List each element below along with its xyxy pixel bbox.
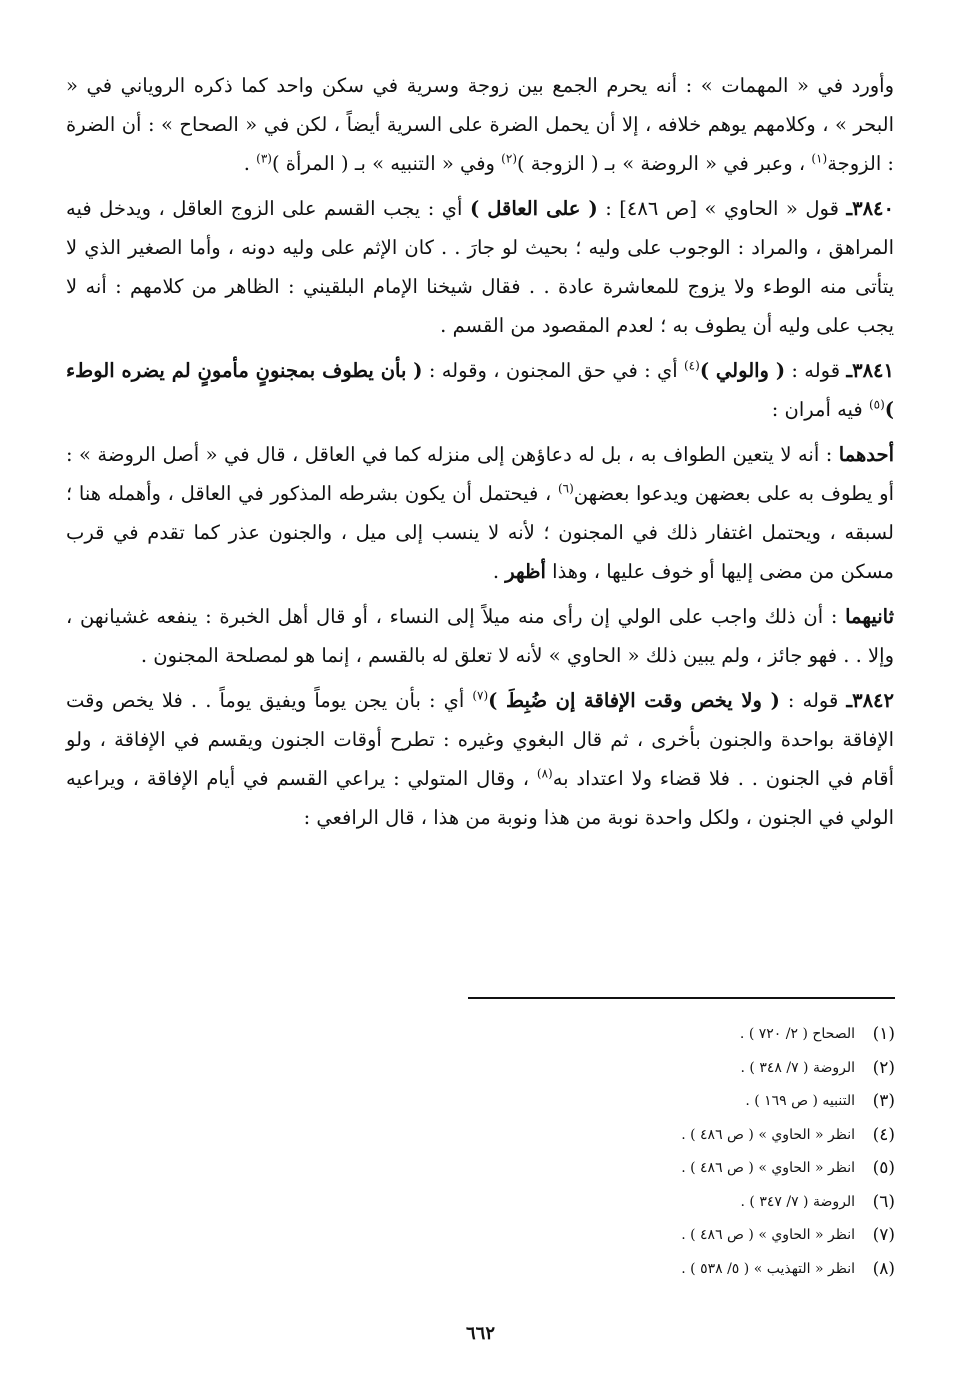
bold-text: ٣٨٤٠ـ bbox=[846, 197, 894, 220]
footnote-divider bbox=[468, 997, 895, 999]
footnote-text: انظر « التهذيب » ( ٥/ ٥٣٨ ) . bbox=[681, 1260, 855, 1277]
bold-text: ( والولي ) bbox=[699, 359, 786, 382]
text-run: : أنه لا يتعين الطواف به ، بل له دعاؤهن إلى منزله كما في العاقل ، قال في « أصل الروضة » : أو يطوف به على بعضهن ويدعوا بعضهن bbox=[66, 443, 894, 505]
text-run: فيه أمران : bbox=[771, 398, 869, 421]
footnote-item bbox=[435, 1219, 895, 1253]
footnote-ref: (٥) bbox=[868, 397, 885, 412]
paragraph bbox=[66, 66, 894, 183]
bold-text: ( ولا يخص وقت الإفاقة إن ضُبِطَ ) bbox=[488, 689, 780, 712]
footnote-ref: (٤) bbox=[683, 358, 700, 373]
text-run: أي : يجب القسم على الزوج العاقل ، ويدخل فيه المراهق ، والمراد : الوجوب على وليه ؛ بحيث لو جارَ . . كان الإثم على وليه دونه ، وأما الصغير الذي لا يتأتى منه الوطء ولا يزوج للمعاشرة عادة . . فقال شيخنا الإمام البلقيني : الظاهر من كلامهم : أنه لا يجب على وليه أن يطوف به ؛ لعدم المقصود من القسم . bbox=[66, 197, 894, 337]
footnote-item bbox=[435, 1152, 895, 1186]
text-run: قوله : bbox=[779, 689, 847, 712]
text-run: ، وعبر في « الروضة » بـ ( الزوجة ) bbox=[517, 152, 812, 175]
footnote-text: انظر « الحاوي » ( ص ٤٨٦ ) . bbox=[681, 1160, 855, 1176]
footnote-text: الصحاح ( ٢/ ٧٢٠ ) . bbox=[739, 1026, 855, 1042]
footnote-item bbox=[435, 1085, 895, 1119]
footnote-text: الروضة ( ٧/ ٣٤٧ ) . bbox=[740, 1193, 855, 1210]
bold-text: ثانيهما bbox=[845, 605, 894, 628]
text-run: ، فيحتمل أن يكون بشرطه المذكور في العاقل ، وأهمله هنا ؛ لسبقه ، ويحتمل اغتفار ذلك في المجنون ؛ لأنه لا ينسب إلى ميل ، والجنون عذر كما تقدم في قرب مسكن من مضى إليها أو خوف عليها ، وهذا bbox=[66, 482, 894, 583]
text-run: . bbox=[243, 152, 257, 175]
footnote-ref: (٧) bbox=[472, 688, 489, 703]
bold-text: أظهر bbox=[505, 560, 546, 583]
main-text bbox=[66, 66, 894, 843]
text-run: وأورد في « المهمات » : أنه يحرم الجمع بين زوجة وسرية في سكن واحد كما ذكره الروياني في « البحر » ، وكلامهم يوهم خلافه ، إلا أن يحمل الضرة على السرية أيضاً ، لكن في « الصحاح » : أن الضرة : الزوجة bbox=[66, 74, 894, 175]
footnote-text: انظر « الحاوي » ( ص ٤٨٦ ) . bbox=[681, 1126, 855, 1143]
footnote-item bbox=[435, 1018, 895, 1052]
bold-text: أحدهما bbox=[838, 443, 894, 466]
text-run: . bbox=[492, 560, 506, 583]
footnote-text: انظر « الحاوي » ( ص ٤٨٦ ) . bbox=[681, 1227, 855, 1243]
paragraph bbox=[66, 351, 894, 429]
text-run: قوله : bbox=[785, 359, 847, 382]
paragraph bbox=[66, 681, 894, 837]
text-run: أي : في حق المجنون ، وقوله : bbox=[422, 359, 684, 382]
page-number: ٦٦٢ bbox=[465, 1323, 495, 1344]
text-run: وفي « التنبيه » بـ ( المرأة ) bbox=[271, 152, 502, 175]
footnote-item bbox=[435, 1119, 895, 1153]
text-run: : أن ذلك واجب على الولي إن رأى منه ميلاً إلى النساء ، أو قال أهل الخبرة : ينفعه غشيانهن ، وإلا . . فهو جائز ، ولم يبين ذلك « الحاوي » لأنه لا تعلق له بالقسم ، إنما هو لمصلحة المجنون . bbox=[66, 605, 894, 667]
footnote-number: (٧) bbox=[872, 1225, 895, 1245]
footnote-text: التنبيه ( ص ١٦٩ ) . bbox=[745, 1093, 855, 1109]
footnote-item bbox=[435, 1253, 895, 1287]
footnote-item bbox=[435, 1052, 895, 1086]
paragraph bbox=[66, 435, 894, 591]
footnote-number: (٨) bbox=[872, 1258, 895, 1279]
footnotes bbox=[435, 1018, 895, 1286]
bold-text: ٣٨٤٢ـ bbox=[846, 689, 894, 712]
footnote-number: (٦) bbox=[872, 1191, 895, 1212]
footnote-ref: (٣) bbox=[256, 151, 272, 166]
footnote-ref: (١) bbox=[811, 151, 828, 166]
footnote-text: الروضة ( ٧/ ٣٤٨ ) . bbox=[740, 1059, 855, 1076]
paragraph bbox=[66, 189, 894, 345]
text-run: قول « الحاوي » [ص ٤٨٦] : bbox=[597, 197, 847, 220]
bold-text: ( على العاقل ) bbox=[469, 197, 598, 220]
paragraph bbox=[66, 597, 894, 675]
footnote-number: (١) bbox=[872, 1024, 895, 1044]
footnote-ref: (٢) bbox=[501, 151, 517, 166]
text-run: ، وقال المتولي : يراعي القسم في أيام الإفاقة ، ويراعيه الولي في الجنون ، ولكل واحدة نوبة من هذا ونوبة من هذا ، قال الرافعي : bbox=[66, 767, 894, 829]
text-run: أي : بأن يجن يوماً ويفيق يوماً . . فلا يخص وقت الإفاقة بواحدة والجنون بأخرى ، ثم قال البغوي وغيره : تطرح أوقات الجنون ويقسم في الإفاقة ، ولو أقام في الجنون . . فلا قضاء ولا اعتداد به bbox=[66, 689, 894, 790]
footnote-ref: (٨) bbox=[536, 766, 553, 781]
footnote-ref: (٦) bbox=[557, 481, 574, 496]
footnote-number: (٢) bbox=[872, 1057, 895, 1078]
footnote-item bbox=[435, 1186, 895, 1220]
footnote-number: (٤) bbox=[872, 1124, 895, 1145]
footnote-number: (٥) bbox=[872, 1158, 895, 1178]
bold-text: ( بأن يطوف بمجنونٍ مأمونٍ لم يضره الوطء ) bbox=[66, 359, 894, 421]
footnote-number: (٣) bbox=[872, 1091, 895, 1111]
bold-text: ٣٨٤١ـ bbox=[846, 359, 895, 382]
